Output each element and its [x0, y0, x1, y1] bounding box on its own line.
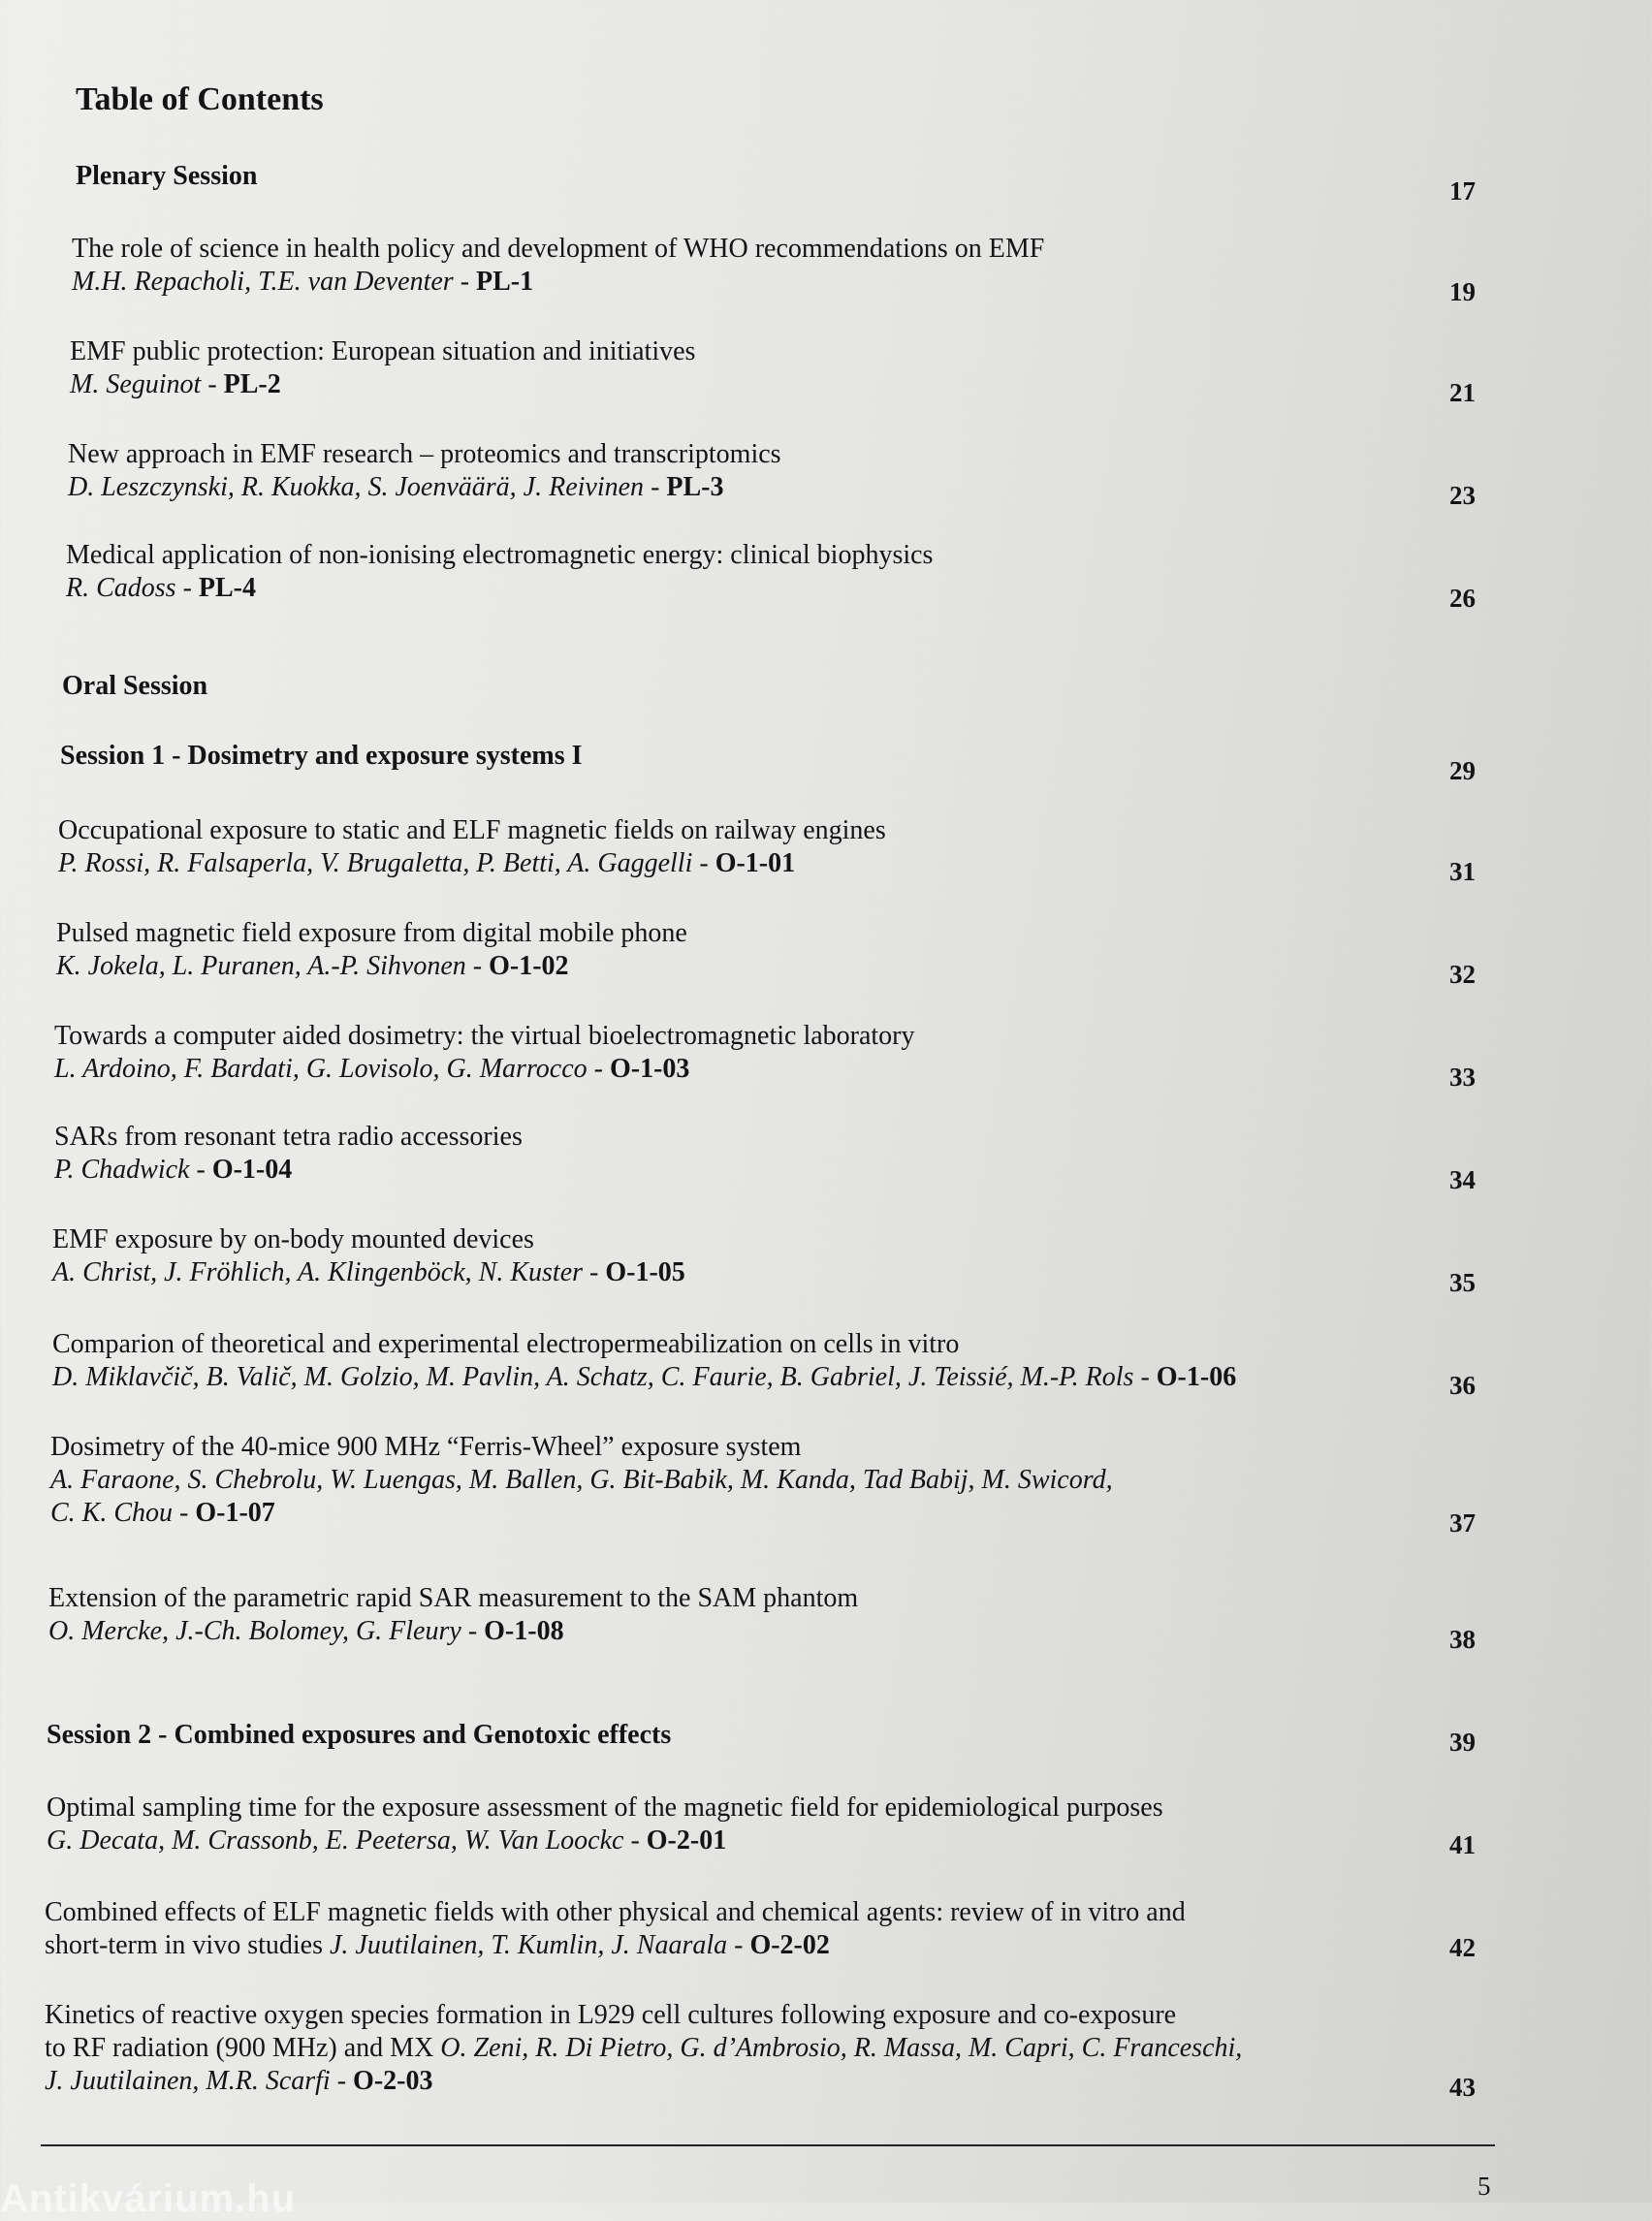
entry-title: Dosimetry of the 40-mice 900 MHz “Ferris-Wheel” exposure system	[50, 1432, 802, 1462]
entry-code: O-1-08	[484, 1616, 564, 1646]
toc-entry-o-1-03[interactable]: Towards a computer aided dosimetry: the virtual bioelectromagnetic laboratory L. Ardoino, F. Bardati, G. Lovisolo, G. Marrocco - O-1-03	[54, 1021, 915, 1084]
entry-authors: A. Christ, J. Fröhlich, A. Klingenböck, N. Kuster	[52, 1257, 584, 1287]
entry-code: PL-2	[223, 369, 281, 399]
entry-code: PL-1	[476, 267, 534, 297]
page-number: 34	[1449, 1165, 1476, 1194]
entry-code: O-1-04	[211, 1155, 293, 1185]
entry-authors: K. Jokela, L. Puranen, A.-P. Sihvonen	[56, 951, 466, 981]
page-number: 31	[1449, 857, 1476, 886]
page-number: 35	[1449, 1268, 1476, 1297]
entry-authors: D. Leszczynski, R. Kuokka, S. Joenväärä, J. Reivinen	[68, 472, 645, 502]
entry-authors: R. Cadoss	[66, 573, 176, 603]
toc-entry-o-2-01[interactable]: Optimal sampling time for the exposure assessment of the magnetic field for epidemiological purposes G. Decata, M. Crassonb, E. Peetersa, W. Van Loockc - O-2-01	[47, 1793, 1163, 1856]
page-number: 37	[1449, 1508, 1476, 1538]
entry-authors: D. Miklavčič, B. Valič, M. Golzio, M. Pavlin, A. Schatz, C. Faurie, B. Gabriel, J. Teissié, M.-P. Rols	[52, 1362, 1134, 1392]
toc-entry-o-1-05[interactable]: EMF exposure by on-body mounted devices A. Christ, J. Fröhlich, A. Klingenböck, N. Kuster - O-1-05	[52, 1224, 685, 1287]
toc-entry-pl-1[interactable]: The role of science in health policy and development of WHO recommendations on EMF M.H. Repacholi, T.E. van Deventer - PL-1	[72, 234, 1045, 297]
entry-title: Optimal sampling time for the exposure assessment of the magnetic field for epidemiological purposes	[47, 1793, 1163, 1823]
entry-authors-cont: C. K. Chou	[50, 1498, 174, 1528]
entry-code: O-2-02	[749, 1930, 830, 1960]
page-number: 33	[1449, 1063, 1476, 1092]
footer-page-number: 5	[1477, 2172, 1491, 2201]
session-1-heading: Session 1 - Dosimetry and exposure systems I	[60, 741, 583, 771]
entry-code: O-2-01	[646, 1825, 727, 1856]
page-number: 36	[1449, 1371, 1476, 1400]
entry-authors: A. Faraone, S. Chebrolu, W. Luengas, M. Ballen, G. Bit-Babik, M. Kanda, Tad Babij, M. Swicord,	[50, 1465, 1113, 1495]
toc-entry-o-1-08[interactable]: Extension of the parametric rapid SAR measurement to the SAM phantom O. Mercke, J.-Ch. Bolomey, G. Fleury - O-1-08	[48, 1583, 859, 1646]
session-2-heading: Session 2 - Combined exposures and Genotoxic effects	[47, 1720, 672, 1750]
entry-code: O-1-01	[715, 848, 796, 878]
page-number: 38	[1449, 1625, 1476, 1654]
page-number: 19	[1449, 277, 1476, 306]
page-title: Table of Contents	[76, 81, 324, 117]
page-number: 39	[1449, 1728, 1476, 1757]
toc-entry-pl-4[interactable]: Medical application of non-ionising electromagnetic energy: clinical biophysics R. Cadoss - PL-4	[66, 540, 934, 603]
toc-entry-o-1-01[interactable]: Occupational exposure to static and ELF magnetic fields on railway engines P. Rossi, R. Falsaperla, V. Brugaletta, P. Betti, A. Gaggelli - O-1-01	[58, 815, 886, 878]
section-plenary: Plenary Session	[76, 161, 258, 191]
entry-title: The role of science in health policy and development of WHO recommendations on EMF	[72, 234, 1045, 264]
entry-authors: M.H. Repacholi, T.E. van Deventer	[72, 267, 454, 297]
entry-authors: G. Decata, M. Crassonb, E. Peetersa, W. Van Loockc	[47, 1825, 624, 1856]
entry-authors-cont: J. Juutilainen, M.R. Scarfi	[45, 2066, 331, 2096]
entry-title: Occupational exposure to static and ELF magnetic fields on railway engines	[58, 815, 886, 845]
entry-title: Medical application of non-ionising electromagnetic energy: clinical biophysics	[66, 540, 934, 570]
page-number: 32	[1449, 960, 1476, 989]
toc-entry-o-1-06[interactable]: Comparion of theoretical and experimental electropermeabilization on cells in vitro D. Miklavčič, B. Valič, M. Golzio, M. Pavlin, A. Schatz, C. Faurie, B. Gabriel, J. Teissié, M.-P. Rols - O-1-06	[52, 1329, 1237, 1392]
entry-title: Kinetics of reactive oxygen species formation in L929 cell cultures following exposure and co-exposure	[45, 2000, 1177, 2030]
entry-title: Combined effects of ELF magnetic fields with other physical and chemical agents: review of in vitro and	[45, 1897, 1186, 1927]
page-number: 43	[1449, 2073, 1476, 2102]
footer-rule	[41, 2144, 1495, 2146]
entry-title-cont: to RF radiation (900 MHz) and MX	[45, 2033, 434, 2063]
entry-title: Pulsed magnetic field exposure from digital mobile phone	[56, 918, 687, 948]
entry-code: O-1-05	[605, 1257, 685, 1287]
entry-authors: O. Zeni, R. Di Pietro, G. d’Ambrosio, R. Massa, M. Capri, C. Franceschi,	[440, 2033, 1243, 2063]
page-number: 23	[1449, 481, 1476, 510]
entry-title: Towards a computer aided dosimetry: the virtual bioelectromagnetic laboratory	[54, 1021, 915, 1051]
entry-code: O-1-03	[609, 1054, 690, 1084]
page-number: 21	[1449, 378, 1476, 407]
entry-title: EMF exposure by on-body mounted devices	[52, 1224, 534, 1254]
entry-title: EMF public protection: European situation and initiatives	[70, 336, 696, 366]
entry-authors: P. Rossi, R. Falsaperla, V. Brugaletta, P. Betti, A. Gaggelli	[58, 848, 693, 878]
toc-entry-o-2-03[interactable]: Kinetics of reactive oxygen species formation in L929 cell cultures following exposure and co-exposure to RF radiation (900 MHz) and MX O. Zeni, R. Di Pietro, G. d’Ambrosio, R. Massa, M. Capri, C. Franceschi, J. Juutilainen, M.R. Scarfi - O-2-03	[45, 2000, 1243, 2096]
entry-title: SARs from resonant tetra radio accessories	[54, 1122, 523, 1152]
page-number: 17	[1449, 176, 1476, 206]
toc-entry-o-1-04[interactable]: SARs from resonant tetra radio accessories P. Chadwick - O-1-04	[54, 1122, 523, 1185]
toc-entry-o-1-07[interactable]: Dosimetry of the 40-mice 900 MHz “Ferris-Wheel” exposure system A. Faraone, S. Chebrolu, W. Luengas, M. Ballen, G. Bit-Babik, M. Kanda, Tad Babij, M. Swicord, C. K. Chou - O-1-07	[50, 1432, 1113, 1528]
entry-authors: O. Mercke, J.-Ch. Bolomey, G. Fleury	[48, 1616, 461, 1646]
entry-authors: L. Ardoino, F. Bardati, G. Lovisolo, G. Marrocco	[54, 1054, 588, 1084]
toc-entry-o-2-02[interactable]: Combined effects of ELF magnetic fields with other physical and chemical agents: review of in vitro and short-term in vivo studies J. Juutilainen, T. Kumlin, J. Naarala - O-2-02	[45, 1897, 1186, 1960]
entry-code: PL-4	[198, 573, 257, 603]
page-number: 42	[1449, 1933, 1476, 1962]
page-number: 29	[1449, 756, 1476, 785]
watermark: Antikvárium.hu	[0, 2177, 297, 2220]
entry-code: O-2-03	[353, 2066, 433, 2096]
page-number: 41	[1449, 1830, 1476, 1859]
entry-title: Comparion of theoretical and experimental electropermeabilization on cells in vitro	[52, 1329, 960, 1359]
entry-title: Extension of the parametric rapid SAR measurement to the SAM phantom	[48, 1583, 859, 1613]
entry-title-cont: short-term in vivo studies	[45, 1930, 323, 1960]
entry-code: PL-3	[666, 472, 724, 502]
section-oral: Oral Session	[62, 671, 208, 701]
entry-code: O-1-06	[1156, 1362, 1237, 1392]
toc-entry-pl-2[interactable]: EMF public protection: European situation and initiatives M. Seguinot - PL-2	[70, 336, 696, 399]
entry-authors: M. Seguinot	[70, 369, 202, 399]
toc-entry-pl-3[interactable]: New approach in EMF research – proteomics and transcriptomics D. Leszczynski, R. Kuokka, S. Joenväärä, J. Reivinen - PL-3	[68, 439, 781, 502]
entry-code: O-1-07	[195, 1498, 275, 1528]
entry-code: O-1-02	[489, 951, 569, 981]
entry-authors: J. Juutilainen, T. Kumlin, J. Naarala	[329, 1930, 728, 1960]
toc-entry-o-1-02[interactable]: Pulsed magnetic field exposure from digital mobile phone K. Jokela, L. Puranen, A.-P. Sihvonen - O-1-02	[56, 918, 687, 981]
entry-title: New approach in EMF research – proteomics and transcriptomics	[68, 439, 781, 469]
entry-authors: P. Chadwick	[54, 1155, 190, 1185]
page-number: 26	[1449, 584, 1476, 613]
